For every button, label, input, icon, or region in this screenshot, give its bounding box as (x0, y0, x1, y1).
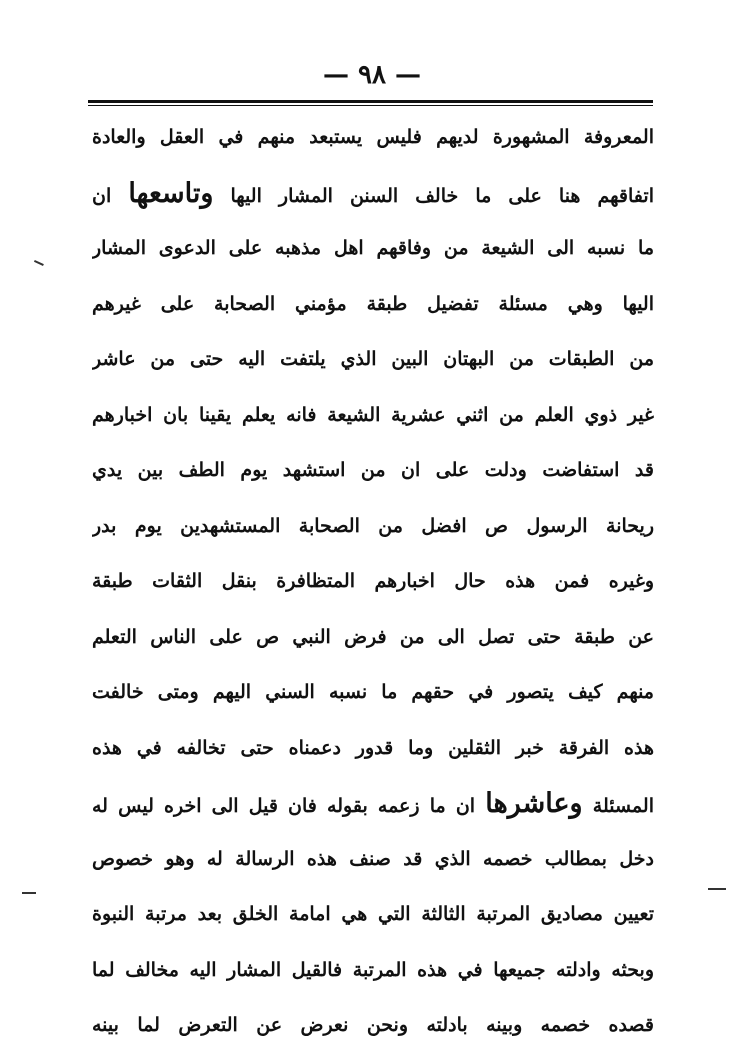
text-line-3: ما نسبه الى الشيعة من وفاقهم اهل مذهبه على الدعوى المشار (92, 237, 654, 259)
text-line-2: اتفاقهم هنا على ما خالف السنن المشار اليها وتاسعها ان (92, 177, 654, 209)
text-line-13: المسئلة وعاشرها ان ما زعمه بقوله فان قيل الى اخره ليس له (92, 788, 654, 819)
emphasized-word: وعاشرها (485, 788, 583, 819)
text-line-12: هذه الفرقة خبر الثقلين وما قدور دعمناه حتى تخالفه في هذه (92, 736, 654, 759)
body-text (92, 110, 654, 1054)
scan-mark (22, 892, 36, 894)
text-line-7: قد استفاضت ودلت على ان من استشهد يوم الطف بين يدي (92, 459, 654, 481)
text-line-1: المعروفة المشهورة لديهم فليس يستبعد منهم في العقل والعادة (92, 126, 654, 148)
emphasized-word: وتاسعها (128, 177, 214, 209)
page-number: — ٩٨ — (322, 60, 422, 90)
text-line-10: عن طبقة حتى تصل الى من فرض النبي ص على الناس التعلم (92, 625, 654, 648)
text-line-8: ريحانة الرسول ص افضل من الصحابة المستشهدين يوم بدر (92, 514, 654, 537)
text-line-6: غير ذوي العلم من اثني عشرية الشيعة فانه يعلم يقينا بان اخبارهم (92, 403, 654, 426)
header-rule-thin (88, 105, 653, 106)
scan-mark (708, 888, 726, 890)
text-line-15: تعيين مصاديق المرتبة الثالثة التي هي امامة الخلق بعد مرتبة النبوة (92, 903, 654, 925)
text-line-16: وبحثه وادلته جميعها في هذه المرتبة فالقيل المشار اليه مخالف لما (92, 958, 654, 981)
scan-mark (34, 260, 44, 266)
text-line-11: منهم كيف يتصور في حقهم ما نسبه السني اليهم ومتى خالفت (92, 681, 654, 703)
text-line-14: دخل بمطالب خصمه الذي قد صنف هذه الرسالة له وهو خصوص (92, 847, 654, 870)
text-line-4: اليها وهي مسئلة تفضيل طبقة مؤمني الصحابة على غيرهم (92, 292, 654, 315)
text-line-17: قصده خصمه وبينه بادلته ونحن نعرض عن التعرض لما بينه (92, 1014, 654, 1036)
header-rule (88, 100, 653, 103)
text-line-9: وغيره فمن هذه حال اخبارهم المتظافرة بنقل الثقات طبقة (92, 570, 654, 592)
text-line-5: من الطبقات من البهتان البين الذي يلتفت اليه حتى من عاشر (92, 348, 654, 370)
